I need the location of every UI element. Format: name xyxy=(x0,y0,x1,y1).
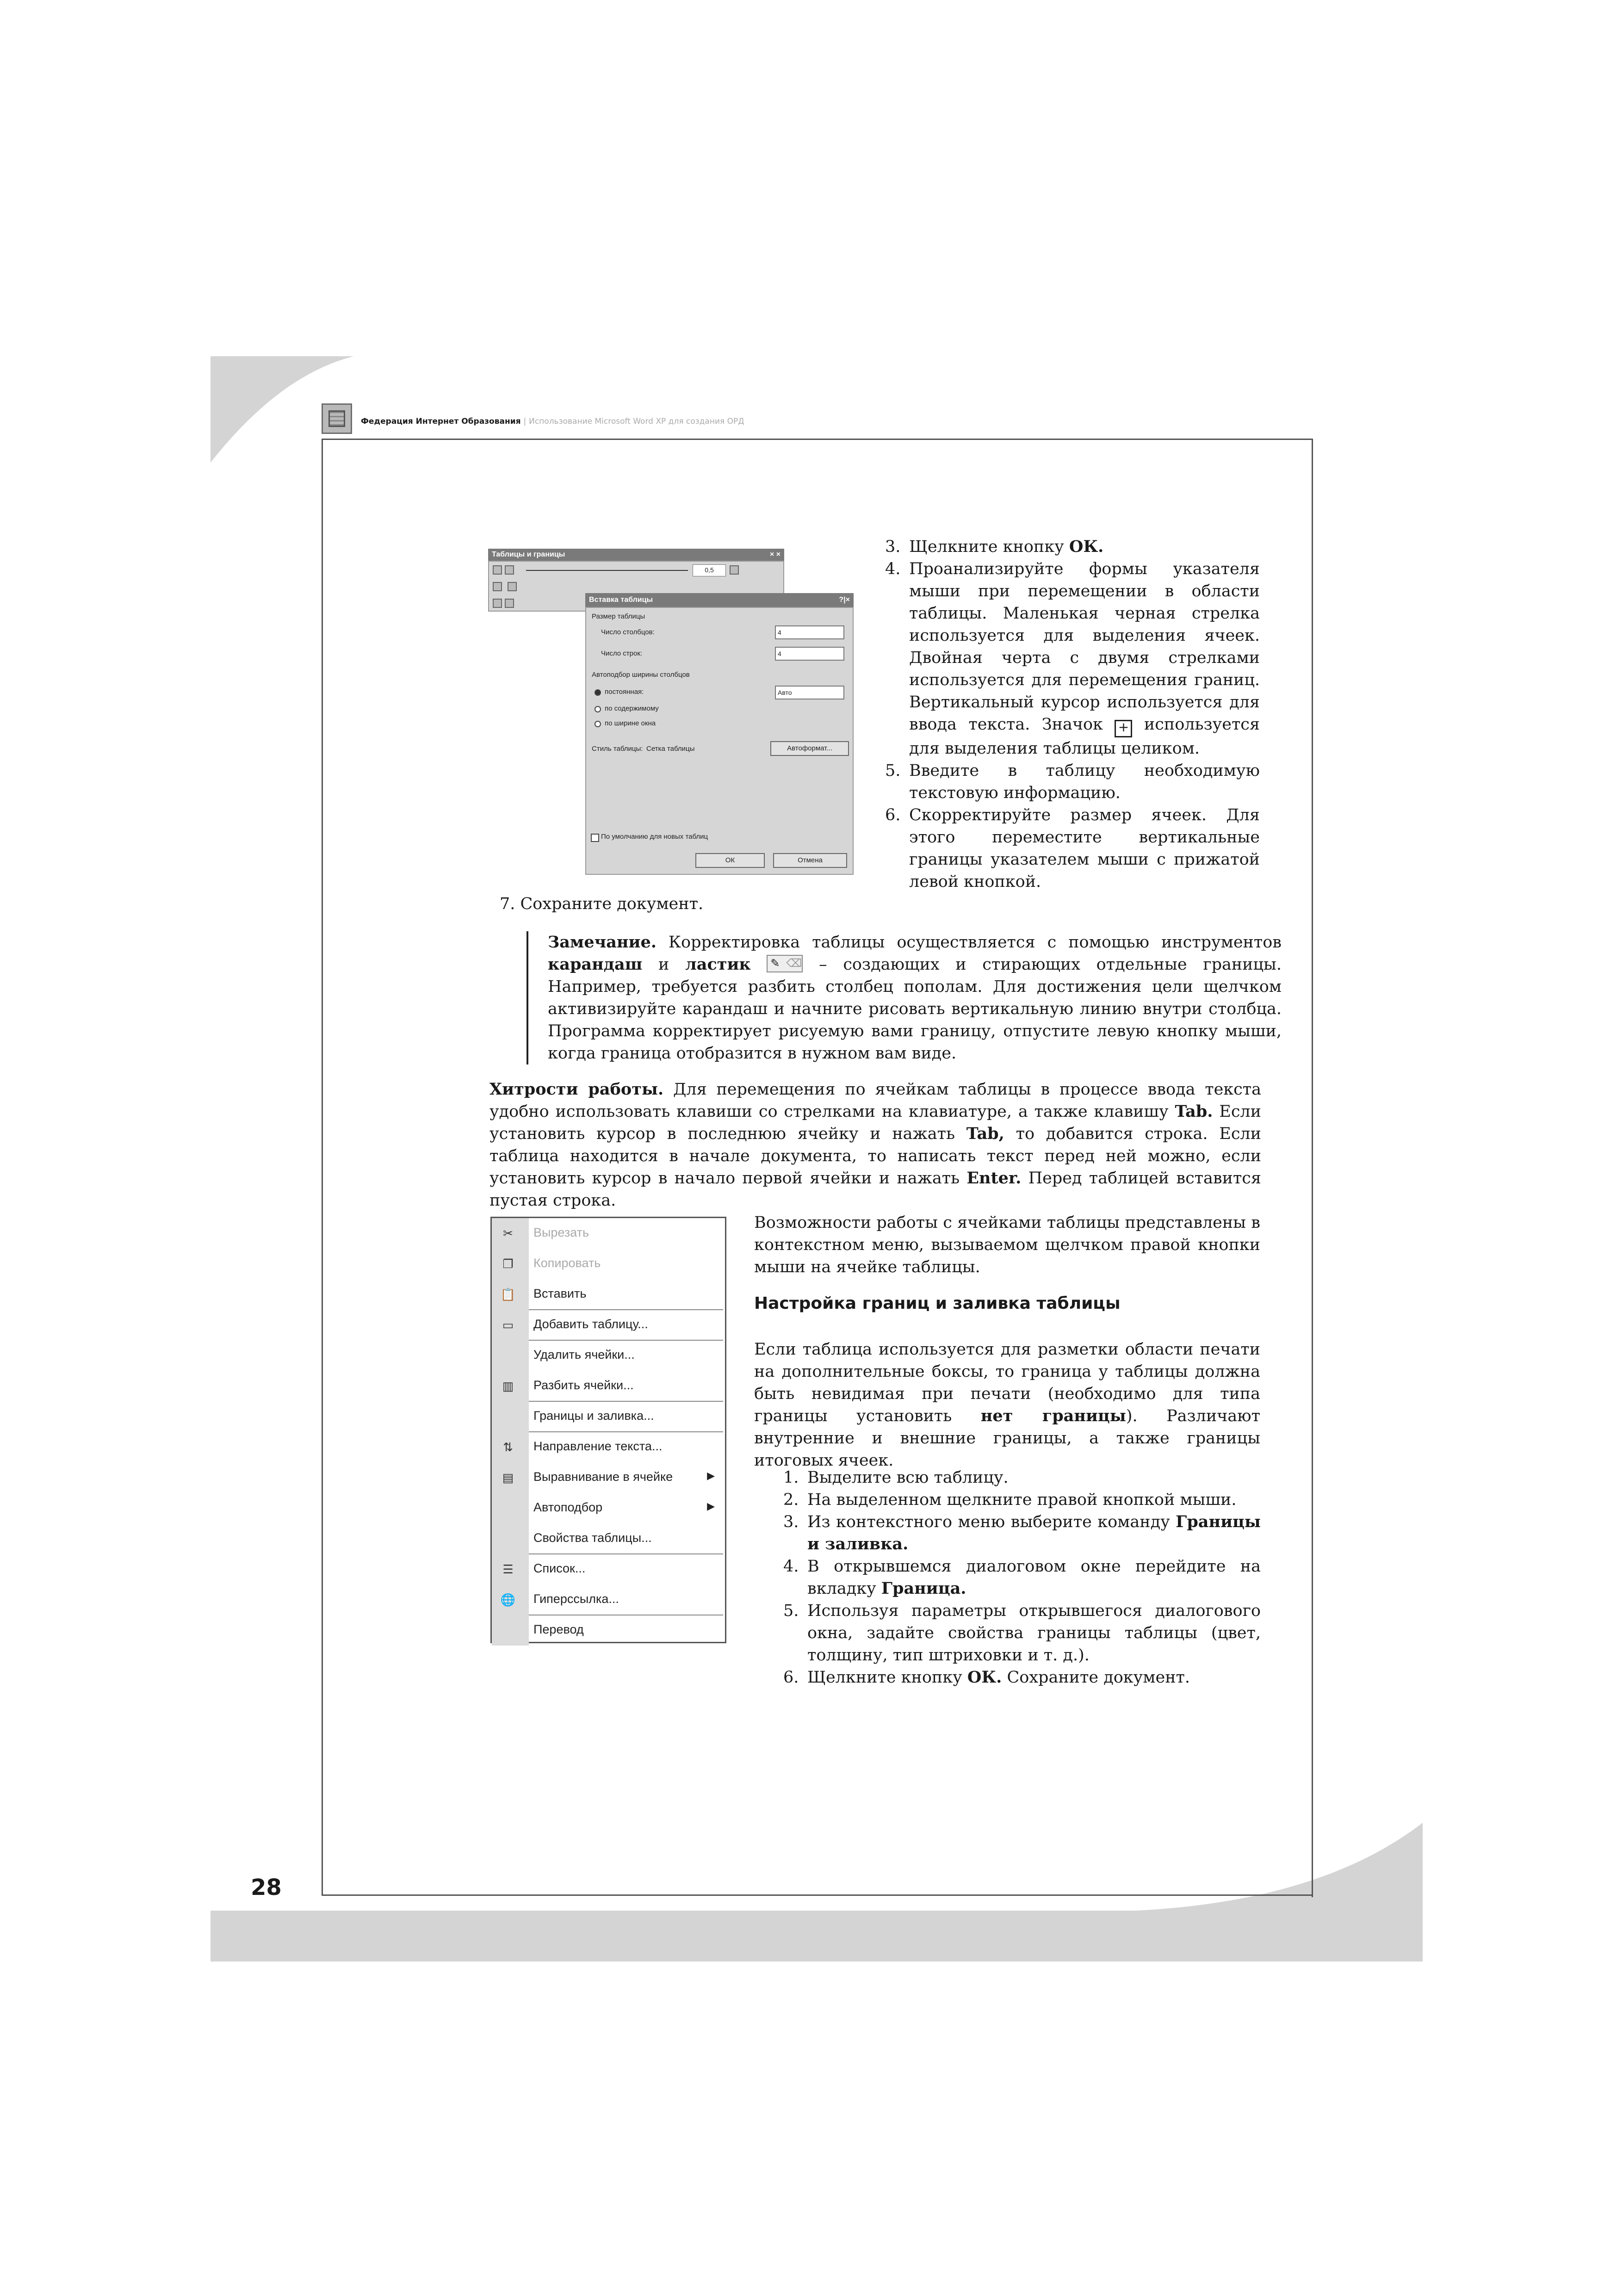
menu-gutter xyxy=(492,1401,529,1432)
context-menu-screenshot xyxy=(490,1217,726,1643)
cols-label: Число столбцов: xyxy=(601,628,655,636)
submenu-arrow-icon: ▶ xyxy=(707,1500,715,1512)
context-menu-item[interactable] xyxy=(492,1554,725,1584)
step-item: 6. Скорректируйте размер ячеек. Для этого переместите вертикальные границы указателем мыши с прижатой левой кнопкой. xyxy=(885,806,1260,891)
context-menu-item xyxy=(492,1249,725,1279)
radio-content-label: по содержимому xyxy=(605,705,659,712)
step-item: 3. Щелкните кнопку ОК. xyxy=(885,537,1104,556)
default-checkbox[interactable] xyxy=(591,834,599,842)
text-direction-icon: ⇅ xyxy=(503,1440,513,1454)
sort-descending-icon[interactable] xyxy=(505,599,514,608)
paste-icon: 📋 xyxy=(500,1287,516,1301)
context-menu-item-label: Автоподбор xyxy=(533,1500,603,1514)
hyperlink-icon: 🌐 xyxy=(500,1593,516,1607)
section-heading: Настройка границ и заливка таблицы xyxy=(754,1294,1121,1313)
section-paragraph: Если таблица используется для разметки области печати на дополнительные боксы, то граница у таблицы должна быть невидимая при печати (необходимо для типа границы установить нет границы). Различают внутренние и внешние границы, а также границы итоговых ячеек. xyxy=(754,1340,1260,1470)
pencil-eraser-icon: ✎ ⌫ xyxy=(767,955,803,972)
context-menu-item[interactable] xyxy=(492,1401,725,1432)
style-value: Сетка таблицы xyxy=(646,745,695,753)
toolbar-close-icon[interactable]: × × xyxy=(769,551,781,558)
default-checkbox-label: По умолчанию для новых таблиц xyxy=(601,833,708,841)
context-menu-item-label: Выравнивание в ячейке xyxy=(533,1470,673,1484)
context-menu-item-label: Разбить ячейки... xyxy=(533,1378,634,1392)
step-7: 7. Сохраните документ. xyxy=(500,895,704,913)
radio-window-label: по ширине окна xyxy=(605,719,656,727)
context-menu-item-label: Гиперссылка... xyxy=(533,1592,619,1606)
group-autofit-label: Автоподбор ширины столбцов xyxy=(592,671,690,679)
style-label: Стиль таблицы: xyxy=(592,745,643,753)
shading-icon[interactable] xyxy=(508,582,517,591)
header-subtitle: Использование Microsoft Word XP для создания ОРД xyxy=(529,417,744,426)
page-number: 28 xyxy=(251,1875,282,1900)
ok-button[interactable]: ОК xyxy=(695,853,765,868)
group-size-label: Размер таблицы xyxy=(592,613,645,620)
step-item: 5. Введите в таблицу необходимую текстовую информацию. xyxy=(885,761,1260,802)
context-menu-item[interactable] xyxy=(492,1371,725,1401)
tricks-label: Хитрости работы. xyxy=(489,1080,664,1099)
step-item: 3. Из контекстного меню выберите команду Границы и заливка. xyxy=(783,1512,1261,1553)
book-icon xyxy=(322,403,352,434)
fixed-width-input[interactable]: Авто xyxy=(775,686,844,699)
context-menu-item-label: Копировать xyxy=(533,1256,601,1270)
note-label: Замечание. xyxy=(548,933,657,952)
autoformat-button[interactable]: Автоформат... xyxy=(770,741,849,756)
insert-table-title: Вставка таблицы xyxy=(589,596,653,604)
context-menu-item-label: Вырезать xyxy=(533,1225,589,1239)
context-menu-item[interactable] xyxy=(492,1340,725,1371)
context-menu-item-label: Список... xyxy=(533,1561,586,1575)
insert-table-icon: ▭ xyxy=(502,1318,514,1332)
tables-toolbar-title: Таблицы и границы xyxy=(492,551,565,558)
steps-bottom-list xyxy=(783,1467,1261,1689)
step-item: 4. В открывшемся диалоговом окне перейдите на вкладку Граница. xyxy=(783,1557,1261,1598)
cancel-button[interactable]: Отмена xyxy=(773,853,847,868)
header-separator: | xyxy=(523,417,527,426)
insert-table-body xyxy=(585,607,854,875)
radio-fixed-label: постоянная: xyxy=(605,688,644,696)
radio-window[interactable] xyxy=(595,721,601,727)
rows-label: Число строк: xyxy=(601,650,643,657)
tables-toolbar-titlebar xyxy=(488,549,784,561)
tricks-paragraph: Хитрости работы. Для перемещения по ячейкам таблицы в процессе ввода текста удобно использовать клавиши со стрелками на клавиатуре, а также клавишу Tab. Если установить курсор в последнюю ячейку и нажать Tab, то добавится строка. Если таблица находится в начале документа, то написать текст перед ней можно, если установить курсор в начало первой ячейки и нажать Enter. Перед таблицей вставится пустая строка. xyxy=(489,1080,1261,1210)
step-item: 2. На выделенном щелкните правой кнопкой мыши. xyxy=(783,1491,1237,1509)
border-color-icon[interactable] xyxy=(730,565,739,575)
rows-input[interactable]: 4 xyxy=(775,647,844,661)
menu-gutter xyxy=(492,1615,529,1646)
context-menu-item[interactable] xyxy=(492,1615,725,1646)
menu-gutter xyxy=(492,1493,529,1523)
menu-gutter xyxy=(492,1523,529,1554)
submenu-arrow-icon: ▶ xyxy=(707,1470,715,1481)
split-cells-icon: ▥ xyxy=(502,1379,514,1393)
step-item: 5. Используя параметры открывшегося диалогового окна, задайте свойства границы таблицы (цвет, толщину, тип штриховки и т. д.). xyxy=(783,1602,1261,1665)
list-icon: ☰ xyxy=(502,1562,514,1576)
insert-table-titlebar xyxy=(585,593,854,607)
context-menu-item[interactable] xyxy=(492,1584,725,1615)
table-move-handle-icon: + xyxy=(1115,720,1132,737)
line-style-selector[interactable] xyxy=(526,570,688,571)
eraser-icon[interactable] xyxy=(505,565,514,575)
pencil-icon[interactable] xyxy=(493,565,502,575)
menu-gutter xyxy=(492,1340,529,1371)
line-weight-select[interactable]: 0,5 xyxy=(693,564,726,576)
running-header xyxy=(361,417,744,426)
cell-align-icon: ▤ xyxy=(502,1471,514,1485)
radio-fixed[interactable] xyxy=(595,689,601,696)
context-menu-item-label: Перевод xyxy=(533,1622,584,1636)
sort-ascending-icon[interactable] xyxy=(493,599,502,608)
dialog-help-close-icon[interactable]: ?|× xyxy=(839,596,850,604)
context-menu-item[interactable] xyxy=(492,1310,725,1340)
header-title: Федерация Интернет Образования xyxy=(361,417,521,426)
context-menu-item[interactable] xyxy=(492,1493,725,1523)
steps-top-list xyxy=(885,536,1260,893)
context-menu-item-label: Удалить ячейки... xyxy=(533,1348,635,1362)
context-menu-item[interactable] xyxy=(492,1432,725,1462)
context-menu-item[interactable] xyxy=(492,1523,725,1554)
context-menu-item[interactable] xyxy=(492,1462,725,1493)
insert-table-dialog-screenshot xyxy=(488,549,854,875)
context-menu-item xyxy=(492,1218,725,1249)
context-menu-item-label: Границы и заливка... xyxy=(533,1409,654,1423)
context-menu-item-label: Вставить xyxy=(533,1287,587,1300)
menu-intro-paragraph: Возможности работы с ячейками таблицы представлены в контекстном меню, вызываемом щелчком правой кнопки мыши на ячейке таблицы. xyxy=(754,1213,1260,1276)
page-frame-left xyxy=(322,439,323,1896)
note-block: Замечание. Корректировка таблицы осуществляется с помощью инструментов карандаш и ластик ✎ ⌫ – создающих и стирающих отдельные границы. Например, требуется разбить столбец пополам. Для достижения цели щелчком активизируйте карандаш и начните рисовать вертикальную линию внутри столбца. Программа корректирует рисуемую вами границу, отпустите левую кнопку мыши, когда граница отобразится в нужном вам виде. xyxy=(527,931,1282,1064)
context-menu-item[interactable] xyxy=(492,1279,725,1310)
step-item: 4. Проанализируйте формы указателя мыши при перемещении в области таблицы. Маленькая черная стрелка используется для выделения ячеек. Двойная черта с двумя стрелками используется для перемещения границ. Вертикальный курсор используется для ввода текста. Значок + используется для выделения таблицы целиком. xyxy=(885,560,1260,758)
context-menu-item-label: Добавить таблицу... xyxy=(533,1317,648,1331)
borders-icon[interactable] xyxy=(493,582,502,591)
context-menu-item-label: Свойства таблицы... xyxy=(533,1531,652,1545)
context-menu-item-label: Направление текста... xyxy=(533,1439,663,1453)
copy-icon: ❐ xyxy=(502,1257,514,1271)
step-item: 6. Щелкните кнопку ОК. Сохраните документ. xyxy=(783,1668,1190,1687)
cols-input[interactable]: 4 xyxy=(775,625,844,639)
page-frame-bottom xyxy=(322,1894,1313,1896)
radio-content[interactable] xyxy=(595,706,601,712)
scissors-icon: ✂ xyxy=(503,1226,513,1240)
step-item: 1. Выделите всю таблицу. xyxy=(783,1468,1009,1487)
